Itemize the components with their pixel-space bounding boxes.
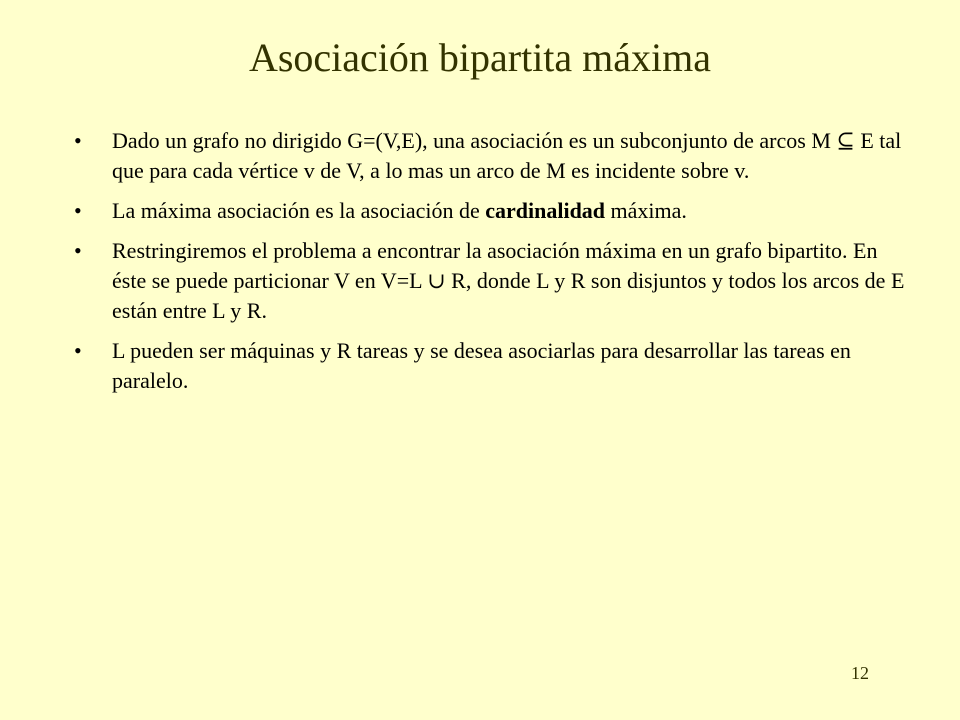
bullet-icon: • [74, 338, 82, 363]
bullet-text: Restringiremos el problema a encontrar la asociación máxima en un grafo bipartito. En éste se puede particionar V en V=L ∪ R, donde L y R son disjuntos y todos los arcos de E están entre L y R. [112, 238, 905, 323]
bullet-text-after: máxima. [605, 198, 687, 223]
bullet-icon: • [74, 198, 82, 223]
bullet-item-maximum-matching [72, 196, 912, 226]
page-number: 12 [851, 663, 869, 683]
bullet-item-example [72, 336, 912, 396]
bullet-text-bold: cardinalidad [485, 198, 606, 223]
bullet-list [72, 126, 912, 406]
bullet-item-definition [72, 126, 912, 186]
bullet-text: Dado un grafo no dirigido G=(V,E), una asociación es un subconjunto de arcos M ⊆ E tal que para cada vértice v de V, a lo mas un arco de M es incidente sobre v. [112, 128, 902, 183]
bullet-icon: • [74, 128, 82, 153]
bullet-text-before: La máxima asociación es la asociación de [112, 198, 486, 223]
bullet-icon: • [74, 238, 82, 263]
bullet-item-bipartite [72, 236, 912, 326]
bullet-text: L pueden ser máquinas y R tareas y se desea asociarlas para desarrollar las tareas en paralelo. [112, 338, 851, 393]
slide-title: Asociación bipartita máxima [248, 35, 712, 80]
